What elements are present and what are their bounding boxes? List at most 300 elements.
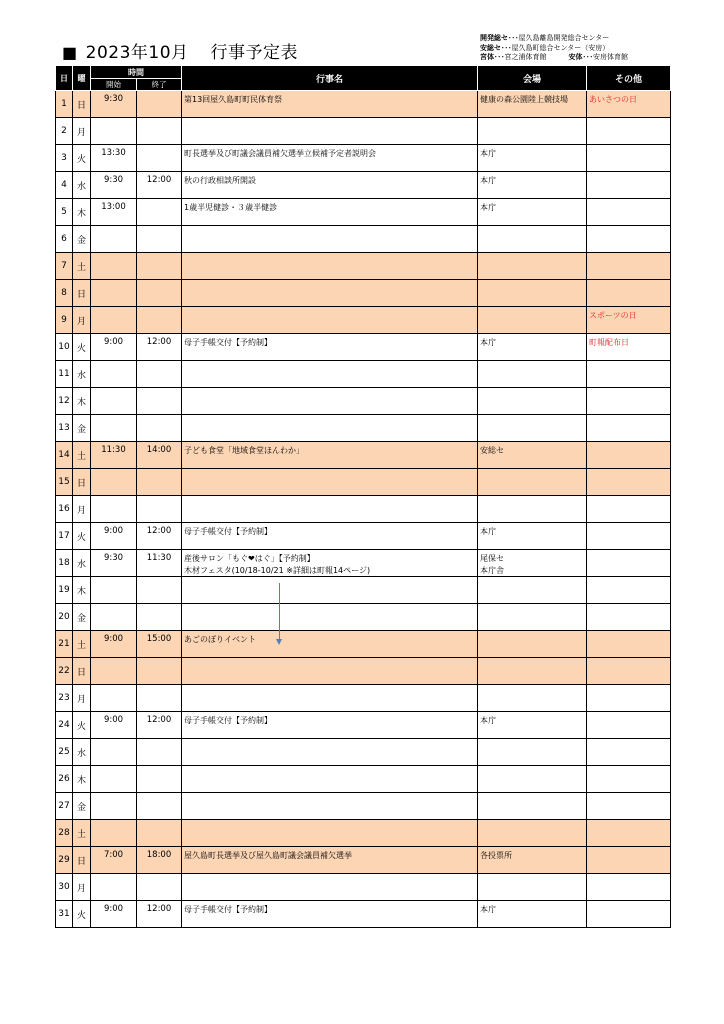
table-row: [56, 388, 671, 415]
end-time-cell: [137, 226, 182, 253]
legend-full: 屋久島離島開発総合センター: [518, 34, 610, 42]
day-cell: 24: [56, 712, 73, 739]
weekday-cell: 木: [73, 766, 91, 793]
weekday-cell: 木: [73, 199, 91, 226]
venue-cell: [478, 118, 587, 145]
event-cell: [182, 523, 478, 550]
day-cell: 29: [56, 847, 73, 874]
event-cell: [182, 901, 478, 928]
start-time-cell: 9:00: [91, 901, 137, 928]
weekday-cell: 水: [73, 739, 91, 766]
venue-cell: [478, 226, 587, 253]
weekday-cell: 月: [73, 874, 91, 901]
start-time-cell: [91, 253, 137, 280]
other-cell: [587, 685, 671, 712]
start-time-cell: [91, 388, 137, 415]
end-time-cell: [137, 793, 182, 820]
day-cell: 30: [56, 874, 73, 901]
event-cell: [182, 820, 478, 847]
start-time-cell: 9:30: [91, 172, 137, 199]
end-time-cell: [137, 469, 182, 496]
end-time-cell: [137, 253, 182, 280]
event-cell-line1: 母子手帳交付【予約制】: [184, 527, 272, 536]
start-time-cell: 11:30: [91, 442, 137, 469]
venue-cell: [478, 253, 587, 280]
legend-sep: ･･･: [582, 53, 593, 61]
venue-cell: [478, 739, 587, 766]
header-event: 行事名: [182, 66, 478, 91]
event-cell-line1: 秋の行政相談所開設: [184, 176, 256, 185]
weekday-cell: 水: [73, 172, 91, 199]
venue-cell: [478, 145, 587, 172]
venue-cell: [478, 658, 587, 685]
end-time-cell: 12:00: [137, 523, 182, 550]
event-cell: [182, 172, 478, 199]
day-cell: 28: [56, 820, 73, 847]
event-cell-line1: 町長選挙及び町議会議員補欠選挙立候補予定者説明会: [184, 149, 376, 158]
venue-cell-line1: 本庁: [480, 338, 496, 347]
period-arrow-icon: [279, 583, 280, 640]
header-end: 終了: [137, 79, 182, 91]
venue-cell: [478, 442, 587, 469]
day-cell: 7: [56, 253, 73, 280]
venue-cell-line2: 本庁舎: [480, 566, 504, 575]
day-cell: 27: [56, 793, 73, 820]
end-time-cell: [137, 496, 182, 523]
weekday-cell: 金: [73, 793, 91, 820]
venue-abbreviation-legend: [480, 34, 628, 63]
title-year-month: 2023年10月: [85, 43, 189, 63]
weekday-cell: 金: [73, 604, 91, 631]
weekday-cell: 日: [73, 847, 91, 874]
venue-cell: [478, 712, 587, 739]
day-cell: 20: [56, 604, 73, 631]
schedule-table: [55, 65, 671, 928]
event-cell-line1: 産後サロン「もぐ❤はぐ」【予約制】: [184, 554, 315, 563]
legend-line-3: [480, 53, 628, 63]
table-row: [56, 118, 671, 145]
table-row: [56, 847, 671, 874]
weekday-cell: 火: [73, 712, 91, 739]
day-cell: 3: [56, 145, 73, 172]
event-cell: [182, 91, 478, 118]
venue-cell: [478, 577, 587, 604]
end-time-cell: [137, 199, 182, 226]
weekday-cell: 木: [73, 388, 91, 415]
table-row: [56, 739, 671, 766]
end-time-cell: 15:00: [137, 631, 182, 658]
event-cell: [182, 145, 478, 172]
start-time-cell: [91, 307, 137, 334]
start-time-cell: [91, 361, 137, 388]
day-cell: 19: [56, 577, 73, 604]
venue-cell: [478, 199, 587, 226]
venue-cell-line1: 本庁: [480, 905, 496, 914]
weekday-cell: 日: [73, 469, 91, 496]
venue-cell: [478, 685, 587, 712]
legend-full: 宮之浦体育館: [504, 53, 547, 61]
other-cell: [587, 199, 671, 226]
end-time-cell: [137, 874, 182, 901]
weekday-cell: 土: [73, 442, 91, 469]
start-time-cell: [91, 685, 137, 712]
start-time-cell: [91, 280, 137, 307]
table-row: [56, 685, 671, 712]
legend-line-2: [480, 44, 628, 54]
venue-cell: [478, 388, 587, 415]
event-cell: [182, 766, 478, 793]
venue-cell: [478, 307, 587, 334]
legend-abbr: 宮体: [480, 53, 494, 61]
end-time-cell: [137, 820, 182, 847]
day-cell: 10: [56, 334, 73, 361]
venue-cell-line1: 健康の森公園陸上競技場: [480, 95, 568, 104]
weekday-cell: 火: [73, 145, 91, 172]
event-cell: [182, 469, 478, 496]
event-cell: [182, 793, 478, 820]
other-cell: [587, 550, 671, 577]
start-time-cell: 13:00: [91, 199, 137, 226]
end-time-cell: [137, 739, 182, 766]
start-time-cell: 13:30: [91, 145, 137, 172]
weekday-cell: 水: [73, 361, 91, 388]
end-time-cell: 12:00: [137, 901, 182, 928]
venue-cell-line1: 尾保セ: [480, 554, 504, 563]
table-row: [56, 550, 671, 577]
start-time-cell: 9:30: [91, 550, 137, 577]
table-row: [56, 523, 671, 550]
other-cell: [587, 874, 671, 901]
start-time-cell: [91, 793, 137, 820]
start-time-cell: 9:30: [91, 91, 137, 118]
event-cell-line1: 1歳半児健診・３歳半健診: [184, 203, 278, 212]
event-cell: [182, 118, 478, 145]
weekday-cell: 月: [73, 496, 91, 523]
header-weekday: 曜: [73, 66, 91, 91]
weekday-cell: 月: [73, 685, 91, 712]
weekday-cell: 火: [73, 334, 91, 361]
end-time-cell: [137, 91, 182, 118]
venue-cell-line1: 本庁: [480, 176, 496, 185]
weekday-cell: 日: [73, 280, 91, 307]
day-cell: 5: [56, 199, 73, 226]
venue-cell: [478, 334, 587, 361]
venue-cell: [478, 361, 587, 388]
other-cell: [587, 901, 671, 928]
start-time-cell: [91, 496, 137, 523]
other-cell: [587, 415, 671, 442]
start-time-cell: [91, 874, 137, 901]
start-time-cell: [91, 820, 137, 847]
day-cell: 2: [56, 118, 73, 145]
end-time-cell: [137, 307, 182, 334]
venue-cell-line1: 本庁: [480, 203, 496, 212]
other-cell: [587, 658, 671, 685]
end-time-cell: 14:00: [137, 442, 182, 469]
day-cell: 14: [56, 442, 73, 469]
weekday-cell: 金: [73, 226, 91, 253]
start-time-cell: 9:00: [91, 523, 137, 550]
end-time-cell: 12:00: [137, 172, 182, 199]
start-time-cell: 9:00: [91, 334, 137, 361]
event-cell: [182, 361, 478, 388]
end-time-cell: [137, 577, 182, 604]
weekday-cell: 火: [73, 523, 91, 550]
venue-cell: [478, 631, 587, 658]
venue-cell: [478, 469, 587, 496]
title-square-icon: ■: [62, 43, 78, 62]
table-row: [56, 280, 671, 307]
day-cell: 31: [56, 901, 73, 928]
start-time-cell: 9:00: [91, 712, 137, 739]
table-row: [56, 334, 671, 361]
venue-cell: [478, 901, 587, 928]
event-cell: [182, 280, 478, 307]
end-time-cell: 11:30: [137, 550, 182, 577]
event-cell-line1: 母子手帳交付【予約制】: [184, 338, 272, 347]
start-time-cell: [91, 226, 137, 253]
event-cell-line1: 子ども食堂「地域食堂ほんわか」: [184, 446, 304, 455]
day-cell: 15: [56, 469, 73, 496]
page-title: [62, 38, 298, 63]
day-cell: 25: [56, 739, 73, 766]
table-row: [56, 631, 671, 658]
day-cell: 11: [56, 361, 73, 388]
table-row: [56, 199, 671, 226]
table-row: [56, 442, 671, 469]
other-cell: [587, 712, 671, 739]
event-cell: [182, 199, 478, 226]
event-cell: [182, 388, 478, 415]
table-row: [56, 577, 671, 604]
table-row: [56, 712, 671, 739]
end-time-cell: 12:00: [137, 712, 182, 739]
event-cell: [182, 577, 478, 604]
end-time-cell: [137, 361, 182, 388]
start-time-cell: 7:00: [91, 847, 137, 874]
other-cell: スポーツの日: [587, 307, 671, 334]
table-row: [56, 766, 671, 793]
event-cell: [182, 874, 478, 901]
event-cell: [182, 334, 478, 361]
day-cell: 8: [56, 280, 73, 307]
weekday-cell: 土: [73, 820, 91, 847]
event-cell-line1: あごのぼりイベント: [184, 635, 256, 644]
day-cell: 16: [56, 496, 73, 523]
legend-sep: ･･･: [501, 43, 512, 52]
day-cell: 22: [56, 658, 73, 685]
start-time-cell: [91, 739, 137, 766]
event-cell: [182, 658, 478, 685]
end-time-cell: 12:00: [137, 334, 182, 361]
event-cell: [182, 631, 478, 658]
other-cell: [587, 793, 671, 820]
venue-cell: [478, 847, 587, 874]
table-row: [56, 415, 671, 442]
venue-cell: [478, 415, 587, 442]
other-cell: [587, 523, 671, 550]
header-time: 時間: [91, 66, 182, 79]
event-cell: [182, 550, 478, 577]
other-cell: [587, 145, 671, 172]
table-row: [56, 469, 671, 496]
end-time-cell: [137, 118, 182, 145]
venue-cell: [478, 550, 587, 577]
schedule-rows: [56, 91, 671, 928]
start-time-cell: [91, 658, 137, 685]
event-cell: [182, 496, 478, 523]
start-time-cell: [91, 118, 137, 145]
day-cell: 13: [56, 415, 73, 442]
weekday-cell: 土: [73, 631, 91, 658]
end-time-cell: 18:00: [137, 847, 182, 874]
other-cell: [587, 739, 671, 766]
day-cell: 21: [56, 631, 73, 658]
venue-cell-line1: 安総セ: [480, 446, 504, 455]
table-row: [56, 307, 671, 334]
other-cell: [587, 469, 671, 496]
table-row: [56, 172, 671, 199]
venue-cell: [478, 604, 587, 631]
start-time-cell: 9:00: [91, 631, 137, 658]
other-cell: [587, 118, 671, 145]
venue-cell: [478, 172, 587, 199]
venue-cell-line1: 本庁: [480, 527, 496, 536]
day-cell: 4: [56, 172, 73, 199]
start-time-cell: [91, 604, 137, 631]
table-row: [56, 793, 671, 820]
start-time-cell: [91, 766, 137, 793]
event-cell: [182, 712, 478, 739]
event-cell-line1: 第13回屋久島町町民体育祭: [184, 95, 283, 104]
event-cell: [182, 685, 478, 712]
event-cell: [182, 739, 478, 766]
end-time-cell: [137, 280, 182, 307]
event-cell: [182, 847, 478, 874]
event-cell: [182, 253, 478, 280]
day-cell: 17: [56, 523, 73, 550]
weekday-cell: 日: [73, 91, 91, 118]
day-cell: 9: [56, 307, 73, 334]
other-cell: [587, 820, 671, 847]
other-cell: [587, 577, 671, 604]
legend-full: 屋久島町総合センター（安房）: [511, 43, 610, 52]
event-cell: [182, 307, 478, 334]
other-cell: [587, 361, 671, 388]
end-time-cell: [137, 415, 182, 442]
other-cell: [587, 631, 671, 658]
start-time-cell: [91, 415, 137, 442]
venue-cell: [478, 820, 587, 847]
end-time-cell: [137, 604, 182, 631]
day-cell: 26: [56, 766, 73, 793]
venue-cell: [478, 91, 587, 118]
end-time-cell: [137, 766, 182, 793]
event-cell-line1: 屋久島町長選挙及び屋久島町議会議員補欠選挙: [184, 851, 352, 860]
table-row: [56, 901, 671, 928]
legend-abbr: 安総セ: [480, 43, 501, 52]
start-time-cell: [91, 577, 137, 604]
other-cell: [587, 226, 671, 253]
weekday-cell: 月: [73, 307, 91, 334]
weekday-cell: 水: [73, 550, 91, 577]
other-cell: [587, 388, 671, 415]
event-cell: [182, 442, 478, 469]
event-cell: [182, 604, 478, 631]
venue-cell-line1: 各投票所: [480, 851, 512, 860]
venue-cell: [478, 874, 587, 901]
event-cell: [182, 226, 478, 253]
table-row: [56, 820, 671, 847]
venue-cell-line1: 本庁: [480, 149, 496, 158]
other-cell: [587, 496, 671, 523]
event-cell-line2: 木材フェスタ(10/18-10/21 ※詳細は町報14ページ): [184, 566, 371, 575]
other-cell: [587, 172, 671, 199]
legend-sep: ･･･: [494, 53, 505, 61]
venue-cell: [478, 523, 587, 550]
end-time-cell: [137, 388, 182, 415]
venue-cell-line1: 本庁: [480, 716, 496, 725]
end-time-cell: [137, 658, 182, 685]
header-venue: 会場: [478, 66, 587, 91]
other-cell: [587, 442, 671, 469]
table-row: [56, 361, 671, 388]
table-row: [56, 496, 671, 523]
weekday-cell: 木: [73, 577, 91, 604]
table-row: [56, 874, 671, 901]
event-cell-line1: 母子手帳交付【予約制】: [184, 905, 272, 914]
other-cell: [587, 253, 671, 280]
table-row: [56, 253, 671, 280]
end-time-cell: [137, 685, 182, 712]
day-cell: 1: [56, 91, 73, 118]
other-cell: あいさつの日: [587, 91, 671, 118]
day-cell: 23: [56, 685, 73, 712]
table-row: [56, 145, 671, 172]
venue-cell: [478, 766, 587, 793]
event-cell: [182, 415, 478, 442]
day-cell: 12: [56, 388, 73, 415]
other-cell: [587, 280, 671, 307]
weekday-cell: 月: [73, 118, 91, 145]
legend-sep: ･･･: [508, 34, 519, 42]
venue-cell: [478, 496, 587, 523]
weekday-cell: 日: [73, 658, 91, 685]
header-other: その他: [587, 66, 671, 91]
legend-line-1: [480, 34, 628, 44]
other-cell: [587, 847, 671, 874]
legend-abbr: 開発総セ: [480, 34, 508, 42]
header-day: 日: [56, 66, 73, 91]
title-subtitle: 行事予定表: [210, 43, 299, 63]
weekday-cell: 火: [73, 901, 91, 928]
header-start: 開始: [91, 79, 137, 91]
day-cell: 6: [56, 226, 73, 253]
other-cell: [587, 604, 671, 631]
table-row: [56, 226, 671, 253]
legend-abbr: 安体: [568, 53, 583, 61]
table-row: [56, 658, 671, 685]
legend-full: 安房体育館: [593, 53, 628, 61]
table-row: [56, 604, 671, 631]
day-cell: 18: [56, 550, 73, 577]
venue-cell: [478, 280, 587, 307]
table-row: [56, 91, 671, 118]
end-time-cell: [137, 145, 182, 172]
start-time-cell: [91, 469, 137, 496]
other-cell: 町報配布日: [587, 334, 671, 361]
weekday-cell: 土: [73, 253, 91, 280]
